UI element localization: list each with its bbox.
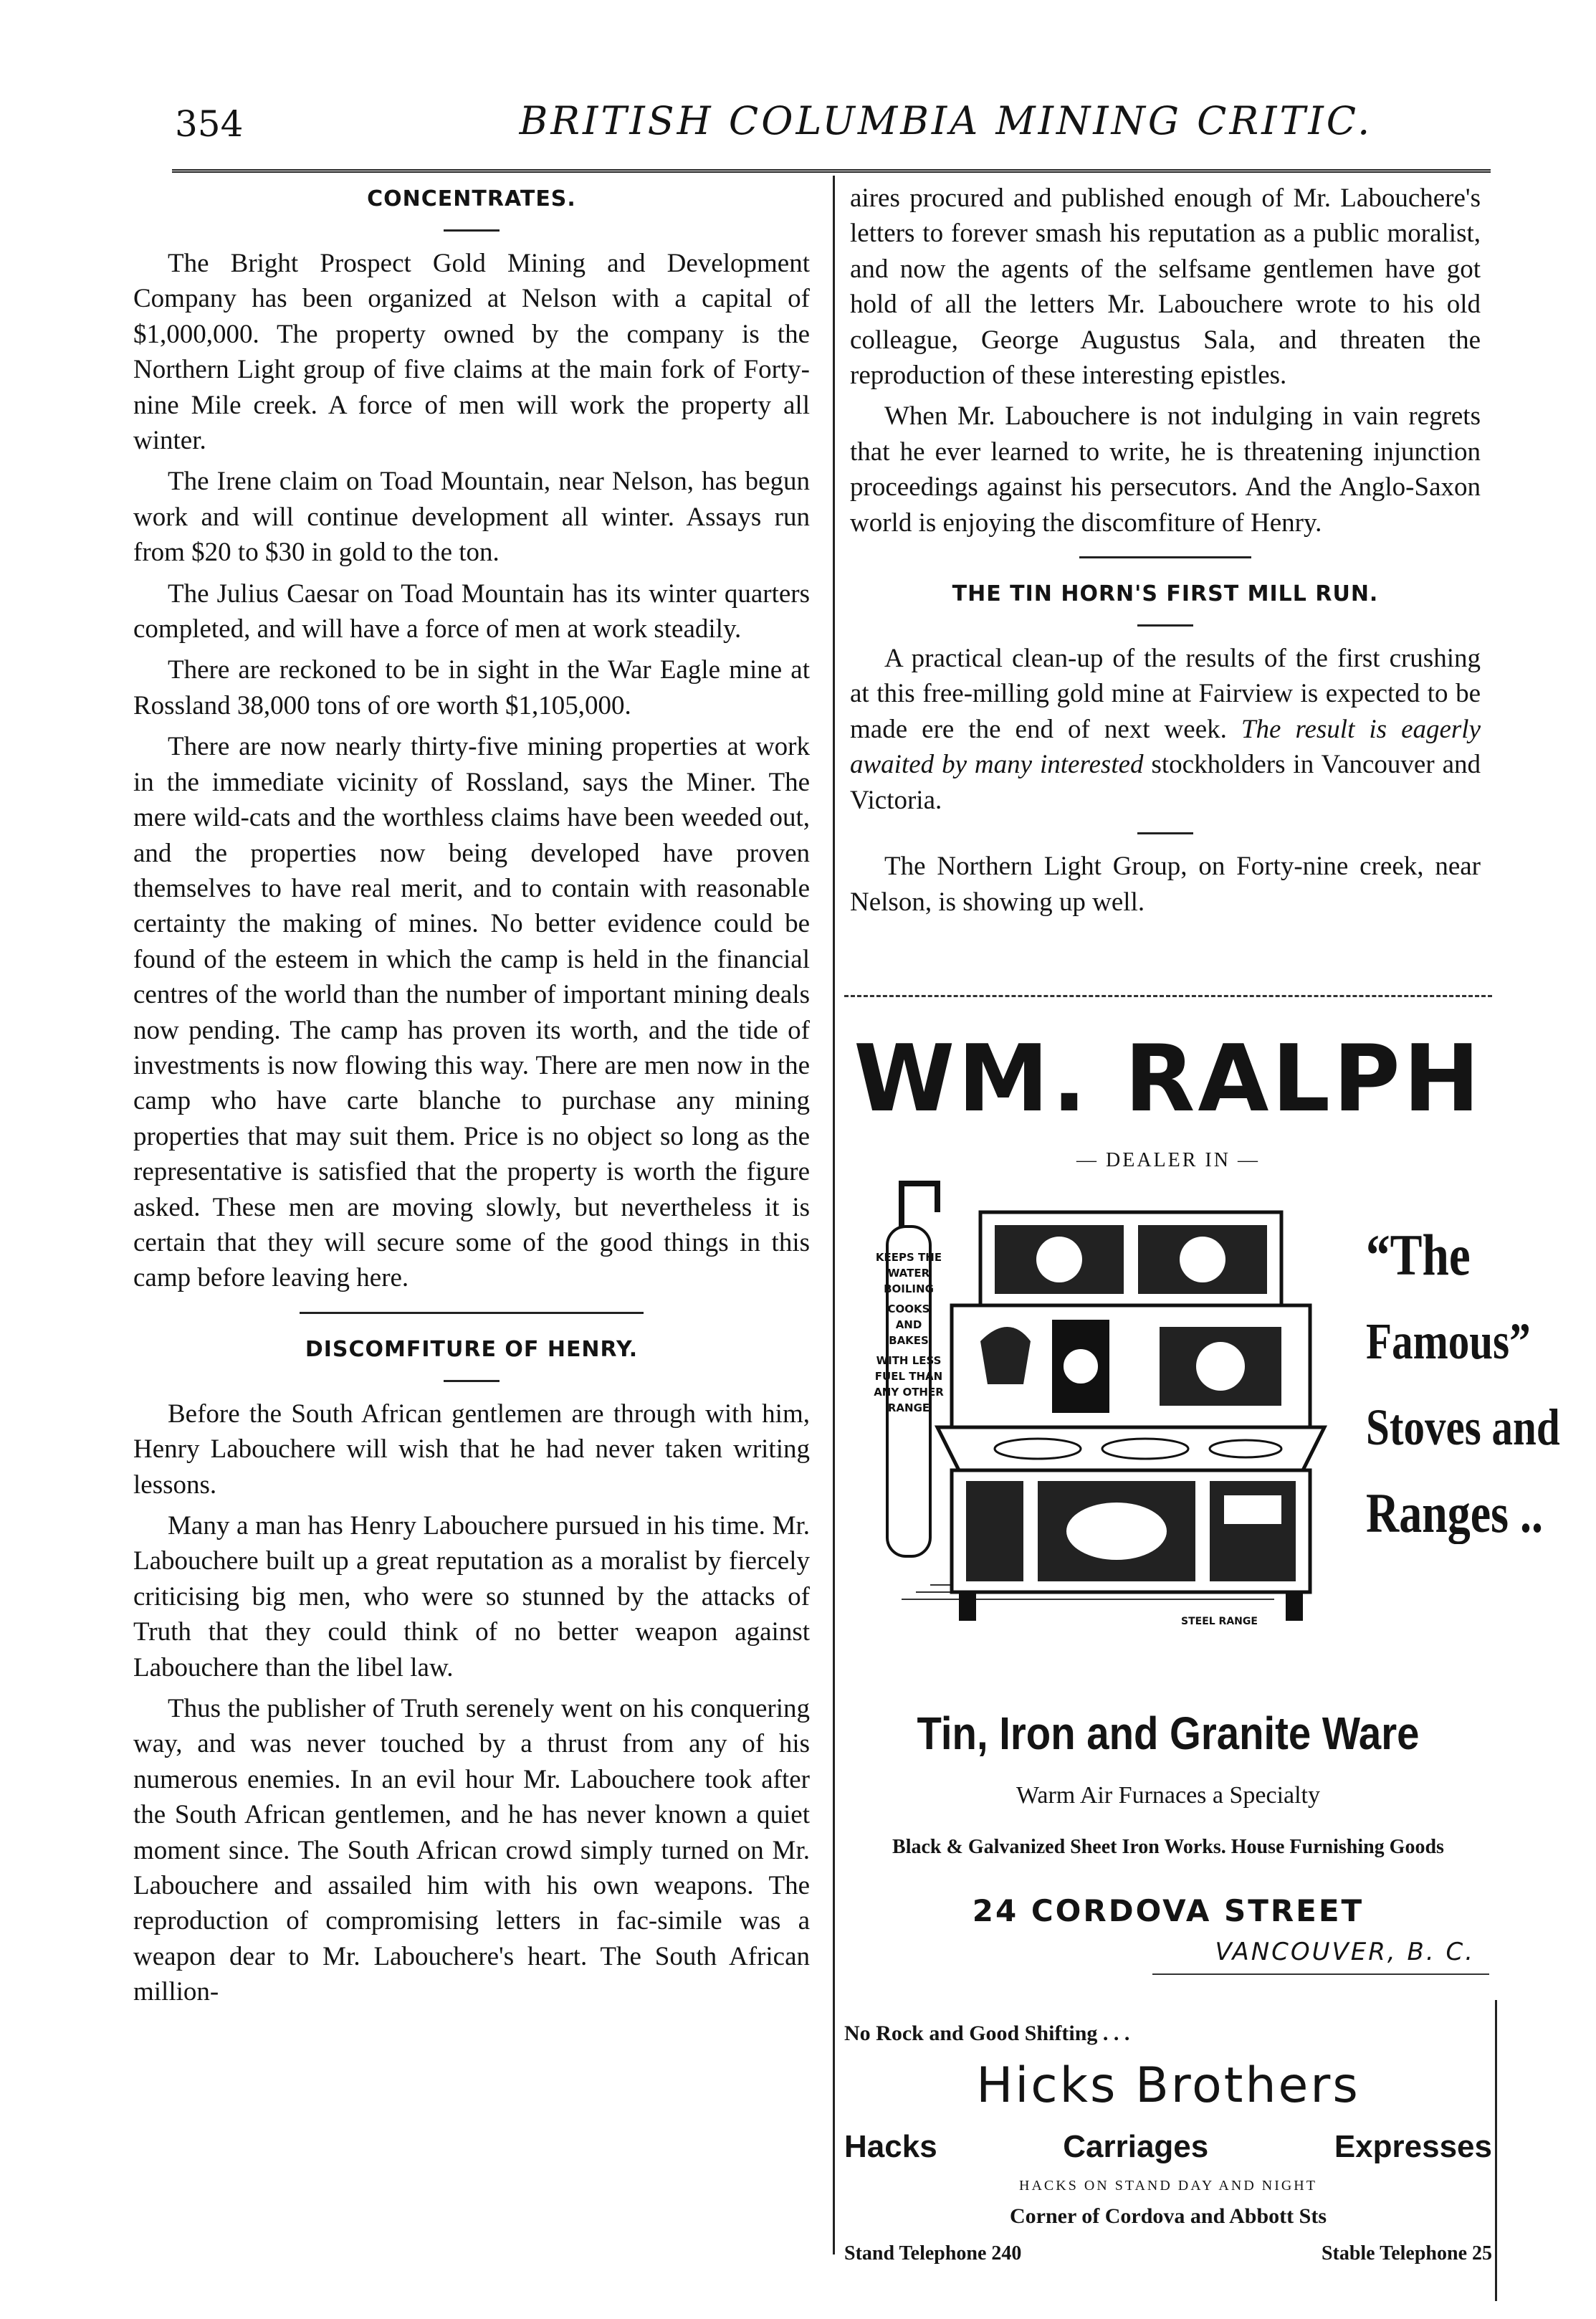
hicks-stand-phone: Stand Telephone 240 [844,2242,1022,2265]
header-rule [172,169,1491,173]
article-paragraph: Thus the publisher of Truth serenely went on his conquering way, and was never touched by a thrust from any of his numerous enemies. In an evil hour Mr. Labouchere took after the South African gentlemen, and he has never known a quiet moment since. The South African crowd simply turned on Mr. Labouchere and assailed him with his own weapons. The reproduction of compromising letters in fac-simile was a weapon dear to Mr. Labouchere's heart. The South African million- [133,1694,810,2007]
page-number: 354 [175,103,244,145]
article-paragraph: Before the South African gentlemen are through with him, Henry Labouchere will wish that he had never taken writing lessons. [133,1399,810,1500]
stove-sign-text: COOKS [887,1303,930,1315]
section-rule [300,1312,644,1314]
tin-horn-heading: THE TIN HORN'S FIRST MILL RUN. [952,581,1379,607]
ad-city: VANCOUVER, B. C. [1215,1938,1475,1966]
column-divider [833,176,835,2254]
article-paragraph: There are reckoned to be in sight in the War Eagle mine at Rossland 38,000 tons of ore worth $1,105,000. [133,655,810,720]
article-paragraph: There are now nearly thirty-five mining properties at work in the immediate vicinity of Rossland, says the Miner. The mere wild-cats and the worthless claims have been weeded out, and the properties now being developed have proven themselves to have real merit, and to contain with reasonable certainty the making of mines. No better evidence could be found of the esteem in which the camp is held in the financial centres of the world than the number of important mining deals now pending. The camp has proven its worth, and the tide of investments is now flowing this way. There are men now in the camp who have carte blanche to purchase any mining properties that may suit them. Price is no object so long as the representative is satisfied that the property is worth the figure asked. These men are moving slowly, but nevertheless it is certain that they will secure some of the good things in this camp before leaving here. [133,732,810,1293]
article-paragraph: When Mr. Labouchere is not indulging in vain regrets that he ever learned to write, he is threatening injunction proceedings against his persecutors. And the Anglo-Saxon world is enjoying the discomfiture of Henry. [850,401,1481,538]
hicks-stable-phone: Stable Telephone 25 [1321,2242,1492,2265]
ad-address: 24 CORDOVA STREET [972,1893,1365,1928]
ralph-advertisement [844,995,1560,1966]
left-column [133,181,810,2245]
stove-sign-text: BAKES [889,1334,929,1347]
northern-light-note: The Northern Light Group, on Forty-nine creek, near Nelson, is showing up well. [850,852,1481,917]
stove-sign-text: FUEL THAN [874,1370,943,1383]
article-paragraph [850,641,1481,818]
famous-slogan [1366,1212,1560,1556]
ad-merchant-name: WM. RALPH [854,1026,1483,1133]
heading-rule [444,1380,500,1382]
hicks-tagline: No Rock and Good Shifting . . . [844,2022,1130,2045]
ad-furnace-line: Warm Air Furnaces a Specialty [1016,1782,1321,1809]
hicks-stand-line: HACKS ON STAND DAY AND NIGHT [1019,2178,1317,2194]
article-paragraph: The Bright Prospect Gold Mining and Development Company has been organized at Nelson with a capital of $1,000,000. The property owned by the company is the Northern Light group of five claims at the main fork of Forty-nine Mile creek. A force of men will work the property all winter. [133,249,810,456]
hicks-service: Expresses [1334,2129,1492,2164]
right-column [850,181,1481,982]
stove-sign-text: WATER [887,1267,930,1280]
hicks-service: Hacks [844,2129,937,2164]
heading-rule [1137,832,1193,834]
hicks-border [1495,2000,1497,2301]
heading-rule [444,229,500,232]
hicks-advertisement [844,2022,1492,2294]
section-rule [1079,556,1251,558]
stove-sign-text: KEEPS THE [875,1251,942,1264]
tin-horn-italic: The result is eagerly awaited by many interested [850,714,1481,780]
article-paragraph-continued: aires procured and published enough of Mr. Labouchere's letters to forever smash his reputation as a public moralist, and now the agents of the selfsame gentlemen have got hold of all the letters Mr. Labouchere wrote to his old colleague, George Augustus Sala, and threaten the reproduction of these interesting epistles. [850,184,1481,391]
heading-rule [1137,624,1193,627]
running-head-title: BRITISH COLUMBIA MINING CRITIC. [519,98,1373,143]
famous-line: Stoves and [1366,1399,1560,1456]
ad-ware-line: Tin, Iron and Granite Ware [917,1708,1420,1759]
stove-sign-text: AND [895,1318,922,1331]
hicks-name: Hicks Brothers [976,2057,1360,2114]
tin-horn-text-end: stockholders in Vancouver and Victoria. [850,750,1481,815]
stove-sign-text: WITH LESS [876,1354,942,1367]
ad-dealer-line: — DEALER IN — [1076,1149,1260,1171]
stove-brand-label: STEEL RANGE [1181,1616,1258,1627]
stove-sign-text: ANY OTHER [874,1386,944,1399]
famous-line: Ranges .. [1366,1482,1543,1544]
article-paragraph: The Irene claim on Toad Mountain, near Nelson, has begun work and will continue development all winter. Assays run from $20 to $30 in gold to the ton. [133,467,810,568]
stove-sign-text: RANGE [887,1401,930,1414]
famous-line: Famous” [1366,1313,1531,1370]
hicks-service: Carriages [1063,2129,1209,2164]
famous-line: “The [1366,1222,1471,1287]
ad-works-line: Black & Galvanized Sheet Iron Works. House Furnishing Goods [892,1836,1444,1858]
ad-city-rule [1152,1973,1489,1975]
stove-sign-text: BOILING [884,1282,934,1295]
hicks-phones [844,2242,1492,2265]
tin-horn-text: A practical clean-up of the results of the first crushing at this free-milling gold mine at Fairview is expected to be made ere the end of next week. [850,644,1481,744]
article-paragraph: Many a man has Henry Labouchere pursued in his time. Mr. Labouchere built up a great reputation as a moralist by fiercely criticising big men, who were so stunned by the attacks of Truth that they could think of no better weapon against Labouchere than the libel law. [133,1511,810,1682]
article-paragraph: The Julius Caesar on Toad Mountain has its winter quarters completed, and will have a force of men at work steadily. [133,578,810,644]
stove-illustration [873,1169,1367,1635]
hicks-services [844,2129,1492,2165]
discomfiture-heading: DISCOMFITURE OF HENRY. [305,1336,639,1362]
concentrates-heading: CONCENTRATES. [367,186,576,211]
hicks-corner-line: Corner of Cordova and Abbott Sts [1010,2204,1327,2228]
